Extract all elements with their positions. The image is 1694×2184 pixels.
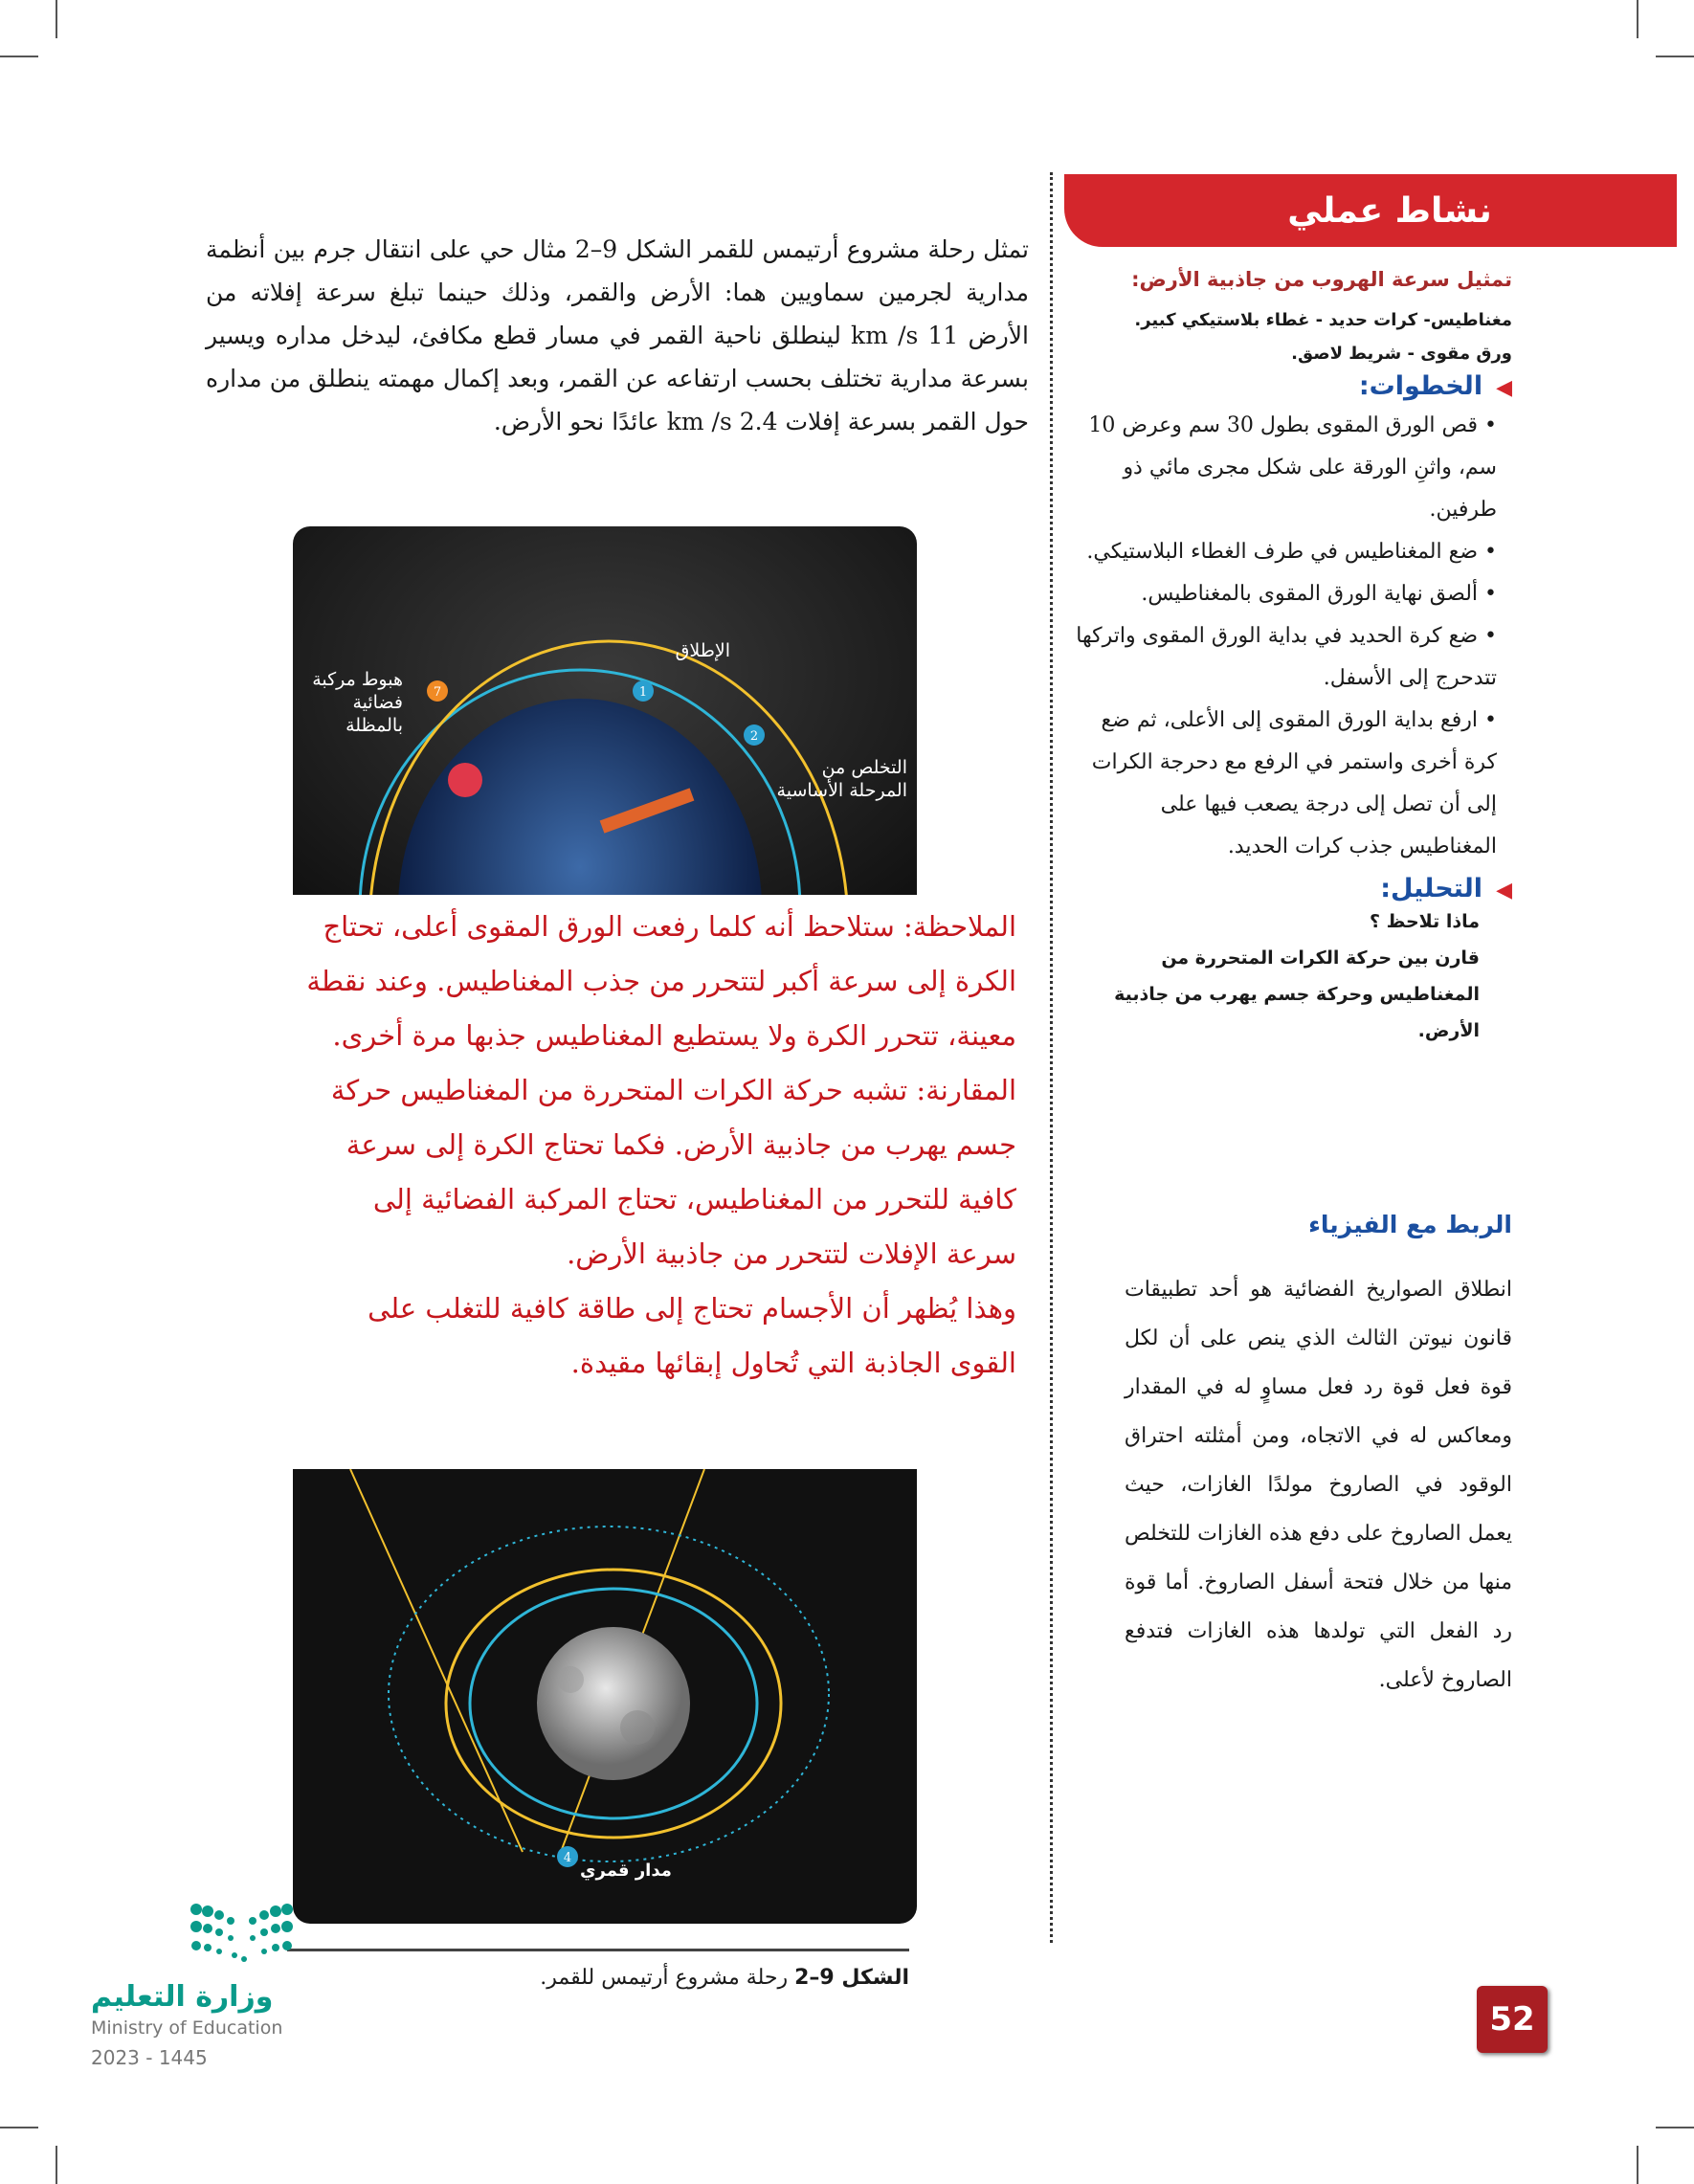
conclusion-answer: وهذا يُظهر أن الأجسام تحتاج إلى طاقة كافية للتغلب على القوى الجاذبة التي تُحاول إبقائها مقيدة. [368, 1292, 1016, 1379]
crop-mark [1637, 2146, 1638, 2184]
figure-earth-launch [293, 526, 917, 895]
steps-heading: ◀الخطوات: [1358, 371, 1512, 401]
label-parachute-landing: هبوط مركبة فضائية بالمظلة [312, 669, 403, 736]
crop-mark [1637, 0, 1638, 38]
step-item: • قص الورق المقوى بطول 30 سم وعرض 10 سم، واثنِ الورقة على شكل مجرى مائي ذو طرفين. [1062, 405, 1497, 531]
label-lunar-orbit: مدار قمري [580, 1861, 672, 1881]
activity-body [1062, 268, 1512, 1049]
crop-mark [56, 0, 57, 38]
crop-mark [0, 2127, 38, 2128]
page-number: 52 [1477, 1986, 1548, 2053]
physics-text: انطلاق الصواريخ الفضائية هو أحد تطبيقات قانون نيوتن الثالث الذي ينص على أن لكل قوة فعل قوة رد فعل مساوٍ له في المقدار ومعاكس له في الاتجاه، ومن أمثلته احتراق الوقود في الصاروخ مولدًا الغازات، حيث يعمل الصاروخ على دفع هذه الغازات للتخلص منها من خلال فتحة أسفل الصاروخ. أما قوة رد الفعل التي تولدها هذه الغازات فتدفع الصاروخ لأعلى. [1125, 1278, 1512, 1692]
logo-english: Ministry of Education [91, 2017, 283, 2039]
activity-header: نشاط عملي [1064, 174, 1677, 247]
figure-lunar-orbit [293, 1469, 917, 1924]
answer-text [299, 900, 1016, 1391]
column-divider [1050, 172, 1053, 1943]
crop-mark [0, 56, 38, 57]
ministry-logo [91, 1900, 301, 2069]
step-item: • ضع كرة الحديد في بداية الورق المقوى واتركها تتدحرج إلى الأسفل. [1062, 615, 1497, 700]
materials-line: مغناطيس- كرات حديد - غطاء بلاستيكي كبير. [1134, 310, 1512, 330]
label-launch: الإطلاق [675, 640, 730, 661]
label-stage-separation: التخلص من المرحلة الأساسية [776, 757, 907, 801]
materials-line: ورق مقوى - شريط لاصق. [1291, 344, 1512, 364]
intro-paragraph: تمثل رحلة مشروع أرتيمس للقمر الشكل 9–2 مثال حي على انتقال جرم بين أنظمة مدارية لجرمين سماويين هما: الأرض والقمر، وذلك حينما تبلغ سرعة إفلاته من الأرض 11 km /s لينطلق ناحية القمر في مسار قطع مكافئ، ليدخل مداره ويسير بسرعة مدارية تختلف بحسب ارتفاعه عن القمر، وبعد إكمال مهمته ينطلق من مداره حول القمر بسرعة إفلات 2.4 km /s عائدًا نحو الأرض. [206, 235, 1029, 435]
observation-answer: الملاحظة: ستلاحظ أنه كلما رفعت الورق المقوى أعلى، تحتاج الكرة إلى سرعة أكبر لتتحرر من جذب المغناطيس. وعند نقطة معينة، تتحرر الكرة ولا يستطيع المغناطيس جذبها مرة أخرى. [306, 910, 1016, 1052]
analysis-heading: ◀التحليل: [1380, 874, 1512, 903]
triangle-icon: ◀ [1496, 879, 1512, 903]
crop-mark [56, 2146, 57, 2184]
logo-year: 2023 - 1445 [91, 2046, 208, 2069]
svg-text:4: 4 [563, 1851, 572, 1865]
activity-subtitle: تمثيل سرعة الهروب من جاذبية الأرض: [1131, 268, 1512, 291]
step-item: • ارفع بداية الورق المقوى إلى الأعلى، ثم ضع كرة أخرى واستمر في الرفع مع دحرجة الكرات إلى أن تصل إلى درجة يصعب فيها على المغناطيس جذب كرات الحديد. [1062, 700, 1497, 868]
step-item: • ضع المغناطيس في طرف الغطاء البلاستيكي. [1062, 531, 1497, 573]
figure-caption: الشكل 9–2 رحلة مشروع أرتيمس للقمر. [540, 1966, 909, 1990]
step-item: • ألصق نهاية الورق المقوى بالمغناطيس. [1062, 573, 1497, 615]
logo-arabic: وزارة التعليم [91, 1980, 274, 2014]
analysis-question: قارن بين حركة الكرات المتحررة من المغناطيس وحركة جسم يهرب من جاذبية الأرض. [1114, 947, 1480, 1041]
physics-heading: الربط مع الفيزياء [1308, 1211, 1512, 1238]
svg-text:1: 1 [638, 685, 648, 700]
analysis-question: ماذا تلاحظ ؟ [1369, 911, 1480, 932]
lunar-orbit-illustration [293, 1469, 917, 1924]
caption-rule [287, 1949, 909, 1951]
crop-mark [1656, 56, 1694, 57]
crop-mark [1656, 2127, 1694, 2128]
svg-text:7: 7 [433, 685, 442, 700]
triangle-icon: ◀ [1496, 376, 1512, 400]
svg-text:2: 2 [749, 729, 759, 744]
logo-dots-icon [91, 1900, 301, 1967]
comparison-answer: المقارنة: تشبه حركة الكرات المتحررة من المغناطيس حركة جسم يهرب من جاذبية الأرض. فكما تحتاج الكرة إلى سرعة كافية للتحرر من المغناطيس، تحتاج المركبة الفضائية إلى سرعة الإفلات لتتحرر من جاذبية الأرض. [330, 1074, 1016, 1270]
